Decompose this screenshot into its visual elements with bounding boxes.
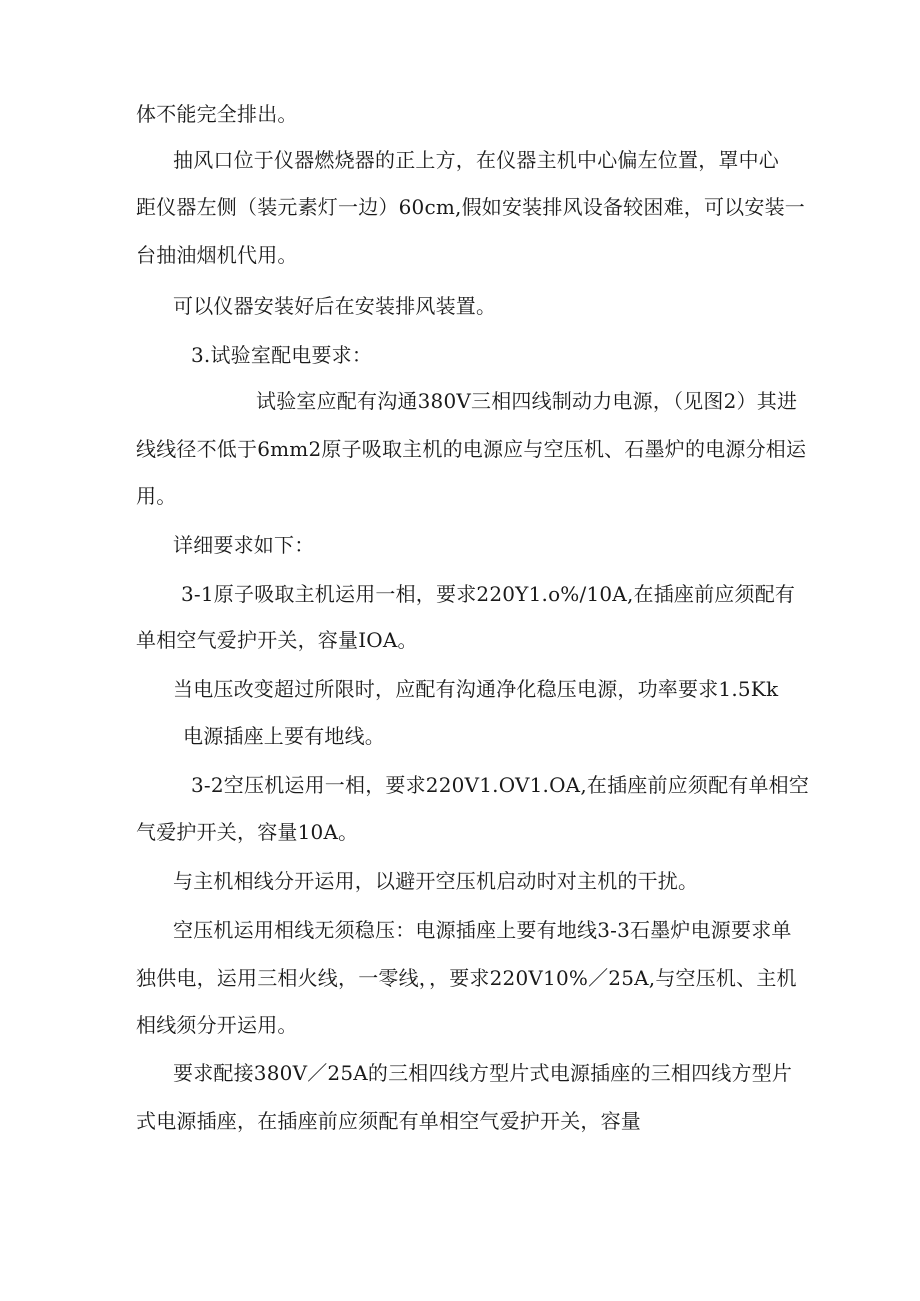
text-line: 与主机相线分开运用，以避开空压机启动时对主机的干扰。	[173, 869, 699, 893]
section-heading: 3.试验室配电要求：	[191, 343, 373, 367]
text-line: 抽风口位于仪器燃烧器的正上方，在仪器主机中心偏左位置，罩中心	[173, 148, 779, 172]
text-line: 单相空气爱护开关，容量IOA。	[136, 628, 418, 652]
text-line: 独供电，运用三相火线，一零线，，要求220V10%／25A,与空压机、主机	[136, 966, 797, 990]
text-line: 要求配接380V／25Α的三相四线方型片式电源插座的三相四线方型片	[173, 1061, 793, 1085]
text-line: 当电压改变超过所限时，应配有沟通净化稳压电源，功率要求1.5Kk	[173, 677, 779, 701]
text-line: 相线须分开运用。	[136, 1013, 298, 1037]
text-line: 用。	[136, 484, 177, 508]
text-line: 可以仪器安装好后在安装排风装置。	[173, 294, 497, 318]
text-line: 气爱护开关，容量10A。	[136, 820, 359, 844]
text-line: 体不能完全排出。	[136, 102, 298, 126]
text-line: 试验室应配有沟通380V三相四线制动力电源，（见图2）其进	[256, 389, 798, 413]
text-line: 式电源插座，在插座前应须配有单相空气爱护开关，容量	[136, 1109, 641, 1133]
text-line: 距仪器左侧（装元素灯一边）60cm,假如安装排风设备较困难，可以安装一	[136, 195, 805, 219]
text-line: 3-2空压机运用一相，要求220V1.OV1.OA,在插座前应须配有单相空	[191, 773, 810, 797]
text-line: 线线径不低于6mm2原子吸取主机的电源应与空压机、石墨炉的电源分相运	[136, 437, 807, 461]
text-line: 电源插座上要有地线。	[183, 724, 385, 748]
text-line: 台抽油烟机代用。	[136, 243, 298, 267]
text-line: 3-1原子吸取主机运用一相，要求220Y1.o%/10A,在插座前应须配有	[181, 582, 796, 606]
text-line: 空压机运用相线无须稳压：电源插座上要有地线3-3石墨炉电源要求单	[173, 918, 792, 942]
text-line: 详细要求如下：	[173, 533, 315, 557]
